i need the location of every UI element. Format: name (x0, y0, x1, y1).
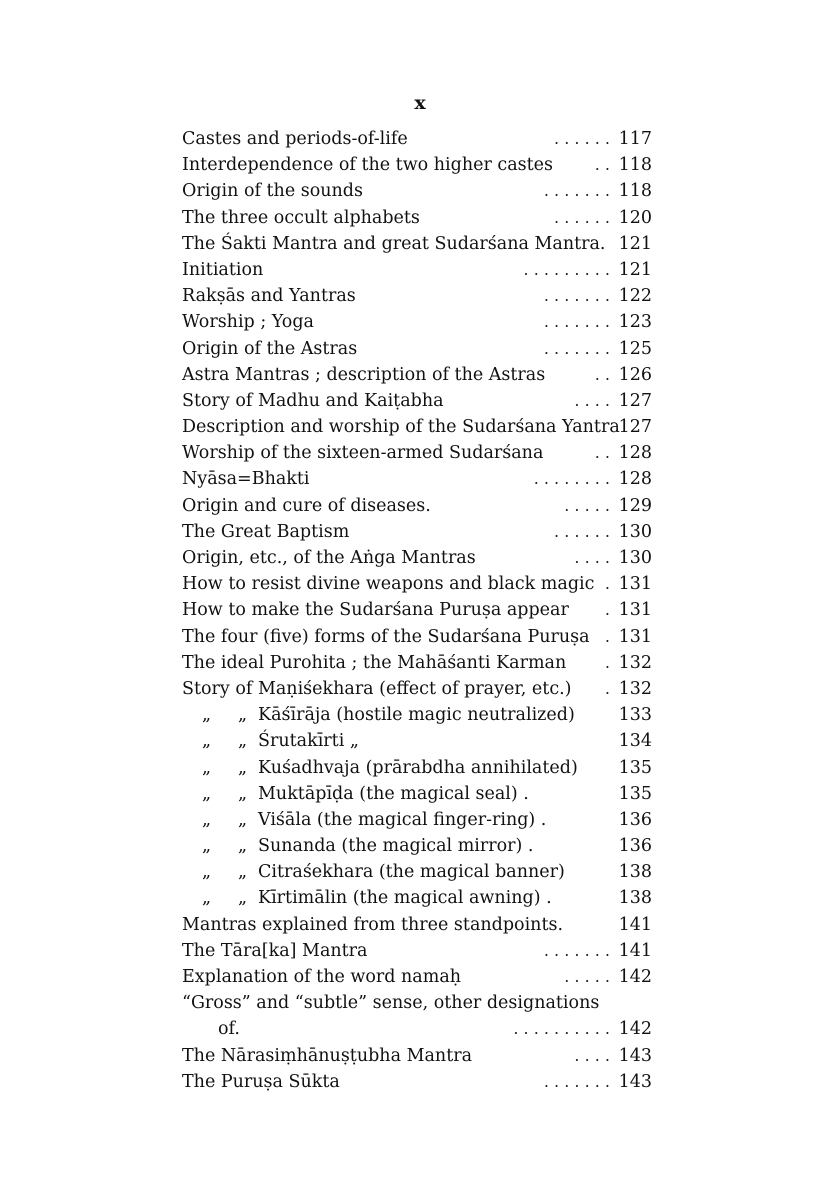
toc-entry-page: 129 (618, 495, 652, 516)
toc-entry-page: 135 (618, 757, 652, 778)
ditto-mark: „ (238, 705, 248, 726)
toc-entry-title: Initiation (182, 259, 264, 280)
toc-entry (182, 283, 652, 309)
toc-entry-page: 126 (618, 364, 652, 385)
toc-entry-title: Story of Madhu and Kaiṭabha (182, 390, 444, 411)
toc-entry (182, 912, 652, 938)
toc-entry (182, 1043, 652, 1069)
toc-entry-title: Explanation of the word namaḥ (182, 967, 462, 987)
toc-entry (182, 178, 652, 204)
ditto-mark: „ (202, 809, 212, 830)
toc-dot-leader: . . . . . . . (543, 940, 610, 960)
toc-entry-title: The Nārasiṃhānuṣṭubha Mantra (182, 1045, 473, 1066)
toc-entry-title: The ideal Purohita ; the Mahāśanti Karman (182, 652, 567, 673)
toc-dot-leader: . . . . . (564, 967, 610, 986)
toc-dot-leader: . . . . (574, 548, 610, 567)
toc-entry (182, 440, 652, 466)
toc-entry-page: 132 (618, 678, 652, 699)
toc-entry-page: 127 (618, 390, 652, 411)
toc-entry-title: Rakṣās and Yantras (182, 286, 356, 307)
ditto-mark: „ (202, 705, 212, 726)
toc-entry-page: 143 (618, 1071, 652, 1092)
ditto-mark: „ (238, 809, 248, 830)
toc-entry-title: Origin and cure of diseases. (182, 495, 431, 516)
toc-entry-title: The four (five) forms of the Sudarśana Puruṣa (182, 626, 590, 647)
toc-entry-page: 130 (618, 521, 652, 542)
ditto-mark: „ (238, 783, 248, 804)
toc-entry-title: Origin, etc., of the Aṅga Mantras (182, 548, 476, 568)
toc-entry-page: 135 (618, 783, 652, 804)
toc-subentry (182, 833, 652, 859)
ditto-mark: „ (202, 731, 212, 752)
toc-entry-title: Description and worship of the Sudarśana Yantra (182, 417, 620, 438)
toc-dot-leader: . . . . (574, 1045, 610, 1065)
toc-dot-leader: . . (594, 364, 610, 384)
toc-entry-page: 118 (618, 155, 652, 176)
toc-entry-page: 143 (618, 1045, 652, 1066)
toc-entry (182, 152, 652, 178)
toc-entry-page: 131 (618, 626, 652, 647)
toc-dot-leader: . . (594, 155, 610, 175)
toc-entry-title: Worship of the sixteen-armed Sudarśana (182, 443, 544, 464)
ditto-mark: „ (238, 731, 248, 752)
ditto-mark: „ (202, 757, 212, 778)
toc-subentry-title: Kāśīrāja (hostile magic neutralized) (258, 705, 575, 726)
toc-dot-leader: . . . . . . . (543, 181, 610, 201)
toc-entry-page: 134 (618, 731, 652, 752)
toc-subentry (182, 781, 652, 807)
toc-entry (182, 309, 652, 335)
toc-entry (182, 388, 652, 414)
toc-dot-leader: . . . . . . . . (533, 469, 610, 489)
toc-dot-leader: . . . . . . . . . . (513, 1019, 610, 1039)
toc-entry-page: 131 (618, 574, 652, 595)
toc-entry-page: 130 (618, 548, 652, 568)
toc-entry-page: 123 (618, 312, 652, 333)
toc-entry-page: 127 (618, 417, 652, 438)
toc-entry (182, 336, 652, 362)
toc-entry (182, 1016, 652, 1042)
toc-dot-leader: . (604, 574, 610, 594)
toc-dot-leader: . . . . (574, 390, 610, 410)
toc-dot-leader: . . . . . . . (543, 1071, 610, 1091)
toc-subentry (182, 702, 652, 728)
ditto-mark: „ (202, 783, 212, 804)
toc-entry-title: The three occult alphabets (182, 207, 420, 228)
toc-entry-page: 138 (618, 862, 652, 883)
ditto-mark: „ (238, 757, 248, 778)
toc-dot-leader: . . . . . . (554, 207, 610, 227)
toc-subentry (182, 859, 652, 885)
toc-dot-leader: . . . . . . . . . (523, 259, 610, 279)
toc-dot-leader: . (604, 678, 610, 698)
toc-dot-leader: . . . . . (564, 495, 610, 515)
toc-entry (182, 414, 652, 440)
toc-entry-title: The Tāra[ka] Mantra (182, 940, 368, 961)
toc-entry (182, 624, 652, 650)
toc-subentry-title: Kuśadhvaja (prārabdha annihilated) (258, 757, 578, 778)
toc-entry-page: 121 (618, 259, 652, 280)
toc-subentry (182, 728, 652, 754)
toc-entry-page: 141 (618, 940, 652, 961)
toc-entry-page: 121 (618, 233, 652, 254)
toc-entry-title: Origin of the Astras (182, 338, 358, 359)
ditto-mark: „ (238, 836, 248, 857)
ditto-mark: „ (202, 836, 212, 857)
toc-dot-leader: . . . . . . (554, 129, 610, 148)
toc-entry-title: Origin of the sounds (182, 181, 363, 202)
toc-subentry-title: Viśāla (the magical finger-ring) . (258, 809, 547, 830)
toc-entry-title: Story of Maṇiśekhara (effect of prayer, etc.) (182, 678, 572, 699)
toc-entry-title: of. (218, 1019, 240, 1040)
toc-subentry-title: Śrutakīrti „ (258, 731, 359, 752)
toc-entry (182, 1069, 652, 1095)
toc-entry-page: 138 (618, 888, 652, 909)
toc-subentry (182, 885, 652, 911)
toc-entry (182, 362, 652, 388)
toc-subentry (182, 807, 652, 833)
toc-entry-title: “Gross” and “subtle” sense, other designations (182, 993, 600, 1014)
toc-entry-page: 131 (618, 600, 652, 621)
toc-dot-leader: . (604, 600, 610, 620)
toc-entry (182, 519, 652, 545)
table-of-contents (182, 126, 652, 1095)
toc-entry-page: 142 (618, 1019, 652, 1040)
ditto-mark: „ (202, 888, 212, 909)
toc-entry (182, 650, 652, 676)
toc-entry (182, 126, 652, 152)
toc-entry (182, 938, 652, 964)
toc-entry-title: The Śakti Mantra and great Sudarśana Mantra. (182, 233, 606, 254)
toc-entry-page: 118 (618, 181, 652, 202)
toc-entry-page: 120 (618, 207, 652, 228)
toc-entry-page: 142 (618, 967, 652, 987)
toc-entry-title: How to make the Sudarśana Puruṣa appear (182, 600, 569, 621)
toc-dot-leader: . (604, 652, 610, 672)
toc-subentry-title: Muktāpīḍa (the magical seal) . (258, 783, 529, 804)
toc-entry-page: 128 (618, 469, 652, 490)
toc-entry (182, 990, 652, 1016)
toc-entry-page: 136 (618, 809, 652, 830)
toc-entry-title: Castes and periods-of-life (182, 129, 408, 149)
toc-entry (182, 466, 652, 492)
toc-entry (182, 676, 652, 702)
toc-dot-leader: . . (594, 443, 610, 463)
toc-entry (182, 571, 652, 597)
toc-subentry-title: Citraśekhara (the magical banner) (258, 862, 565, 883)
toc-entry-title: Interdependence of the two higher castes (182, 155, 553, 176)
toc-entry (182, 964, 652, 990)
toc-entry (182, 493, 652, 519)
toc-entry-page: 136 (618, 836, 652, 857)
toc-entry-page: 128 (618, 443, 652, 464)
ditto-mark: „ (238, 888, 248, 909)
toc-entry (182, 597, 652, 623)
toc-entry-page: 132 (618, 652, 652, 673)
page-number: x (414, 92, 426, 114)
toc-entry (182, 257, 652, 283)
toc-subentry-title: Kīrtimālin (the magical awning) . (258, 888, 552, 909)
toc-entry (182, 205, 652, 231)
toc-dot-leader: . . . . . . (554, 521, 610, 541)
toc-dot-leader: . . . . . . . (543, 312, 610, 332)
ditto-mark: „ (202, 862, 212, 883)
toc-entry (182, 231, 652, 257)
toc-entry-page: 117 (618, 129, 652, 149)
toc-entry (182, 545, 652, 571)
toc-entry-page: 141 (618, 914, 652, 935)
toc-subentry-title: Sunanda (the magical mirror) . (258, 836, 534, 857)
toc-dot-leader: . . . . . . . (543, 286, 610, 306)
toc-dot-leader: . (604, 626, 610, 646)
toc-entry-title: The Great Baptism (182, 521, 350, 542)
toc-dot-leader: . . . . . . . (543, 338, 610, 358)
toc-entry-title: Nyāsa=Bhakti (182, 469, 310, 490)
toc-entry-page: 133 (618, 705, 652, 726)
toc-entry-title: Astra Mantras ; description of the Astras (182, 364, 546, 385)
toc-entry-title: How to resist divine weapons and black magic (182, 574, 595, 595)
toc-entry-page: 122 (618, 286, 652, 307)
toc-entry-title: The Puruṣa Sūkta (182, 1071, 340, 1092)
toc-subentry (182, 755, 652, 781)
toc-entry-title: Mantras explained from three standpoints. (182, 914, 564, 935)
ditto-mark: „ (238, 862, 248, 883)
toc-entry-title: Worship ; Yoga (182, 312, 314, 333)
toc-entry-page: 125 (618, 338, 652, 359)
